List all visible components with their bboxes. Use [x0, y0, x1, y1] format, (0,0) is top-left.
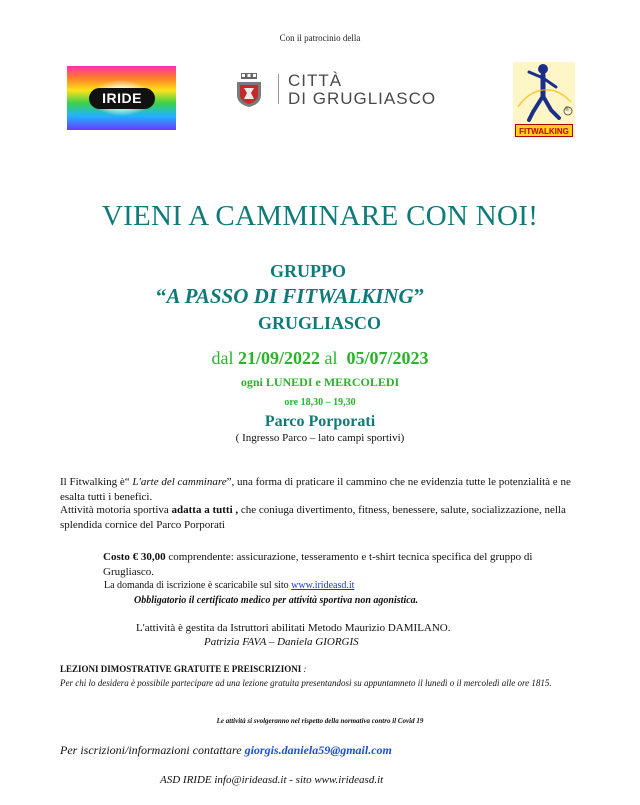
group-name-text: A PASSO DI FITWALKING — [166, 284, 414, 308]
group-label: GRUPPO — [270, 261, 346, 281]
description-paragraph-1 — [60, 475, 580, 505]
town-crest-icon — [236, 73, 262, 107]
footer: ASD IRIDE info@irideasd.it - sito www.irideasd.it — [160, 774, 384, 786]
place: Parco Porporati — [264, 413, 376, 430]
group-name-close-quote: ” — [413, 284, 425, 308]
p2-intro: Attività motoria sportiva — [60, 504, 172, 516]
fitwalking-logo — [513, 62, 575, 138]
contact-email-link[interactable]: giorgis.daniela59@gmail.com — [244, 743, 392, 757]
cost-text: comprendente: assicurazione, tesseramento e t-shirt tecnica specifica del gruppo di Grugliasco. — [103, 551, 533, 578]
iride-logo — [67, 66, 176, 130]
cost-paragraph — [103, 550, 573, 580]
contact-text: Per iscrizioni/informazioni contattare — [60, 743, 245, 757]
lessons-title — [60, 664, 306, 674]
iride-logo-text: IRIDE — [89, 88, 155, 109]
lessons-text: Per chi lo desidera è possibile partecipare ad una lezione gratuita presentandosi su appuntamneto il lunedì o il mercoledì alle ore 1815. — [60, 678, 552, 688]
group-name-open-quote: “ — [156, 284, 167, 308]
p1-intro: Il Fitwalking è“ — [60, 476, 133, 488]
group-name — [156, 284, 424, 309]
lessons-title-suffix: : — [301, 664, 307, 674]
registered-mark: ® — [565, 107, 570, 113]
cost-label: Costo € 30,00 — [103, 551, 166, 563]
p1-rest: ”, una forma di praticare il cammino che ne evidenzia tutte le potenzialità e ne esalta tutti i benefici. — [60, 476, 571, 503]
lessons-title-text: LEZIONI DIMOSTRATIVE GRATUITE E PREISCRIZIONI — [60, 664, 302, 674]
signup-line — [104, 580, 354, 591]
group-city: GRUGLIASCO — [258, 313, 382, 333]
date-range — [0, 348, 640, 369]
citta-di-grugliasco-logo — [228, 66, 454, 116]
signup-text: La domanda di iscrizione è scaricabile sul sito — [104, 580, 292, 591]
place-note: ( Ingresso Parco – lato campi sportivi) — [235, 432, 405, 444]
patronage-text: Con il patrocinio della — [279, 33, 361, 43]
date-from-label: dal — [211, 348, 234, 368]
date-from: 21/09/2022 — [237, 348, 320, 368]
covid-note: Le attività si svolgeranno nel rispetto della normativa contro il Covid 19 — [216, 717, 424, 725]
walker-figure-icon — [513, 62, 575, 124]
hours: ore 18,30 – 19,30 — [284, 397, 356, 408]
contact-line — [60, 743, 392, 758]
medical-certificate-note: Obbligatorio il certificato medico per attività sportiva non agonistica. — [134, 595, 419, 606]
p2-bold: adatta a tutti , — [171, 504, 239, 516]
weekdays: ogni LUNEDI e MERCOLEDI — [240, 375, 400, 389]
logo-divider — [278, 74, 279, 104]
management-text: L'attività è gestita da Istruttori abilitati Metodo Maurizio DAMILANO. — [136, 622, 451, 634]
citta-logo-line1: CITTÀ — [288, 71, 343, 90]
date-to: 05/07/2023 — [346, 348, 429, 368]
description-paragraph-2 — [60, 503, 580, 533]
citta-logo-line2: DI GRUGLIASCO — [288, 89, 437, 108]
fitwalking-logo-text: FITWALKING — [515, 124, 573, 137]
instructors: Patrizia FAVA – Daniela GIORGIS — [204, 636, 359, 648]
p1-quote: L'arte del camminare — [132, 476, 227, 488]
date-to-label: al — [324, 348, 338, 368]
headline: VIENI A CAMMINARE CON NOI! — [101, 200, 539, 232]
signup-link[interactable]: www.irideasd.it — [291, 580, 355, 591]
p2-rest: che coniuga divertimento, fitness, benessere, salute, socializzazione, nella splendida cornice del Parco Porporati — [60, 504, 566, 531]
